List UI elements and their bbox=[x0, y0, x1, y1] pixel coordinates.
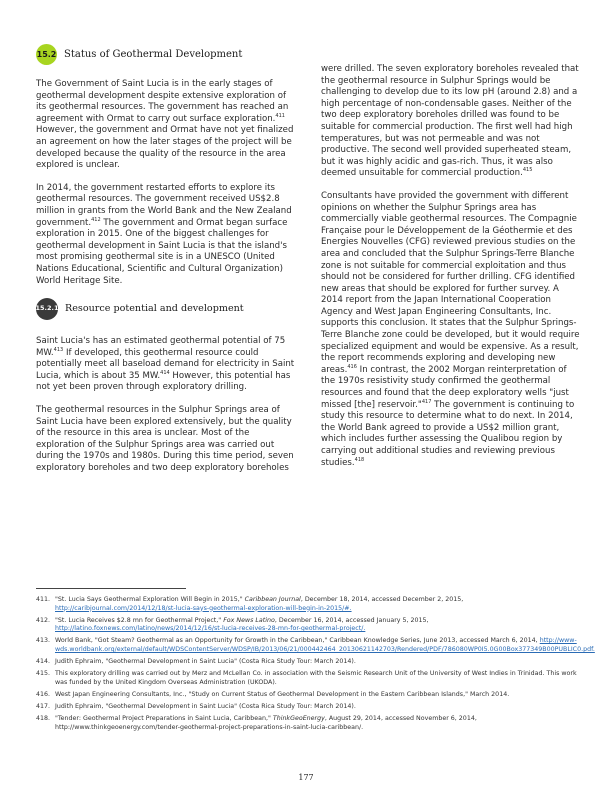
page-number: 177 bbox=[298, 773, 314, 782]
footnote-ref[interactable]: 414 bbox=[160, 370, 170, 377]
footnote: 417. Judith Ephraim, "Geothermal Development in Saint Lucia" (Costa Rica Study Tour: March 2014). bbox=[36, 702, 356, 710]
footnote-link[interactable]: http://latino.foxnews.com/latino/news/2014/12/16/st-lucia-receives-28-mn-for-geothermal-project/. bbox=[55, 625, 366, 633]
paragraph: The Government of Saint Lucia is in the early stages of geothermal development despite extensive exploration of its geothermal resources. The government has reached an agreement with Ormat to carry out surface exploration.$^{411}$ However, the government and Ormat have not yet finalized an agreement on how the later stages of the project will be developed because the quality of the resource in the area explored is unclear. bbox=[36, 79, 294, 171]
footnote: 414. Judith Ephraim, "Geothermal Development in Saint Lucia" (Costa Rica Study Tour: March 2014). bbox=[36, 658, 356, 666]
subsection-number-badge: 15.2.1 bbox=[36, 298, 58, 320]
footnote-ref[interactable]: 415 bbox=[522, 167, 533, 174]
footnote: 411. "St. Lucia Says Geothermal Exploration Will Begin in 2015," Caribbean Journal, December 18, 2014, accessed December 2, 2015, http://caribjournal.com/2014/12/18/st-lucia-says-geothermal-exploration-will-begin-in-2015/#. bbox=[36, 596, 464, 612]
footnote-ref[interactable]: 417 bbox=[421, 398, 432, 405]
subsection-heading bbox=[36, 298, 298, 320]
footnote-link[interactable]: http://caribjournal.com/2014/12/18/st-lucia-says-geothermal-exploration-will-begin-in-2015/#. bbox=[55, 604, 352, 612]
paragraph: The geothermal resources in the Sulphur Springs area of Saint Lucia have been explored extensively, but the quality of the resource in this area is unclear. Most of the exploration of the Sulphur Springs area was carried out during the 1970s and 1980s. During this time period, seven exploratory boreholes and two deep exploratory boreholes bbox=[36, 405, 294, 474]
footnote-ref[interactable]: 412 bbox=[91, 216, 101, 223]
paragraph: In 2014, the government restarted efforts to explore its geothermal resources. The government received US$2.8 million in grants from the World Bank and the New Zealand government.$^{412}$ The government and Ormat began surface exploration in 2015. One of the biggest challenges for geothermal development in Saint Lucia is that the island's most promising geothermal site is in a UNESCO (United Nations Educational, Scientific and Cultural Organization) World Heritage Site. bbox=[36, 182, 292, 286]
section-title: Status of Geothermal Development bbox=[64, 48, 243, 60]
section-number-badge: 15.2 bbox=[36, 44, 57, 65]
subsection-title: Resource potential and development bbox=[65, 303, 244, 315]
footnote-ref[interactable]: 411 bbox=[275, 112, 285, 119]
left-column bbox=[36, 44, 298, 486]
right-column bbox=[321, 64, 583, 480]
paragraph: were drilled. The seven exploratory boreholes revealed that the geothermal resource in Sulphur Springs would be challenging to develop due to its low pH (around 2.8) and a high percentage of non-condensable gases. Neither of the two deep exploratory boreholes drilled was found to be suitable for commercial production. The first well had high temperatures, but was not permeable and was not productive. The second well provided superheated steam, but it was highly acidic and gas-rich. Thus, it was also deemed unsuitable for commercial production.$^{415}$ bbox=[321, 64, 579, 179]
footnotes bbox=[36, 596, 595, 736]
footnote-ref[interactable]: 416 bbox=[347, 363, 357, 370]
footnote-ref[interactable]: 418 bbox=[354, 456, 365, 463]
footnote: 412. "St. Lucia Receives $2.8 mn for Geothermal Project," Fox News Latino, December 16, 2014, accessed January 5, 2015, http://latino.foxnews.com/latino/news/2014/12/16/st-lucia-receives-28-mn-for-geothermal-project/. bbox=[36, 616, 429, 633]
footnote: 418. "Tender: Geothermal Project Preparations in Saint Lucia, Caribbean," ThinkGeoEnergy, August 29, 2014, accessed November 6, 2014, http://www.thinkgeoenergy.com/tender-geothermal-project-preparations-in-saint-lucia-caribbean/. bbox=[36, 715, 477, 731]
paragraph: Consultants have provided the government with different opinions on whether the Sulphur Springs area has commercially viable geothermal resources. The Compagnie Française pour le Développement de la Géothermie et des Energies Nouvelles (CFG) reviewed previous studies on the area and concluded that the Sulphur Springs-Terre Blanche zone is not suitable for commercial exploitation and thus should not be considered for further drilling. CFG identified new areas that should be explored for further survey. A 2014 report from the Japan International Cooperation Agency and West Japan Engineering Consultants, Inc. supports this conclusion. It states that the Sulphur Springs-Terre Blanche zone could be developed, but it would require specialized equipment and would be expensive. As a result, the report recommends exploring and developing new areas.$^{416}$ In contrast, the 2002 Morgan reinterpretation of the 1970s resistivity study confirmed the geothermal resources and found that the deep exploratory wells "just missed [the] reservoir."$^{417}$ The government is continuing to study this resource to determine what to do next. In 2014, the World Bank agreed to provide a US$2 million grant, which includes further assessing the Qualibou region by carrying out additional studies and reviewing previous studies.$^{418}$ bbox=[321, 190, 580, 468]
footnote-ref[interactable]: 413 bbox=[53, 346, 64, 353]
footnote: 413. World Bank, "Got Steam? Geothermal as an Opportunity for Growth in the Caribbean," Caribbean Knowledge Series, June 2013, accessed March 6, 2014, http://www-wds.worldbank.org/external/default/WDSContentServer/WDSP/IB/2013/06/21/000442464_20130621142703/Rendered/PDF/786080WP0I5.0G00Box377349B00PUBLIC0.pdf. bbox=[36, 637, 595, 653]
paragraph: Saint Lucia's has an estimated geothermal potential of 75 MW.$^{413}$ If developed, this geothermal resource could potentially meet all baseload demand for electricity in Saint Lucia, which is about 35 MW.$^{414}$ However, this potential has not yet been proven through exploratory drilling. bbox=[36, 336, 295, 393]
section-heading bbox=[36, 44, 298, 65]
footnote-link[interactable]: http://www-wds.worldbank.org/external/default/WDSContentServer/WDSP/IB/2013/06/21/000442464_20130621142703/Rendered/PDF/786080WP0I5.0G00Box377349B00PUBLIC0.pdf. bbox=[55, 637, 595, 653]
footnote-divider bbox=[36, 588, 186, 589]
footnote: 416. West Japan Engineering Consultants, Inc., "Study on Current Status of Geothermal Development in the Eastern Caribbean Islands," March 2014. bbox=[36, 690, 510, 698]
footnote: 415. This exploratory drilling was carried out by Merz and McLellan Co. in association with the Seismic Research Unit of the University of West Indies in Trinidad. This work was funded by the United Kingdom Overseas Administration (UKODA). bbox=[36, 670, 577, 686]
